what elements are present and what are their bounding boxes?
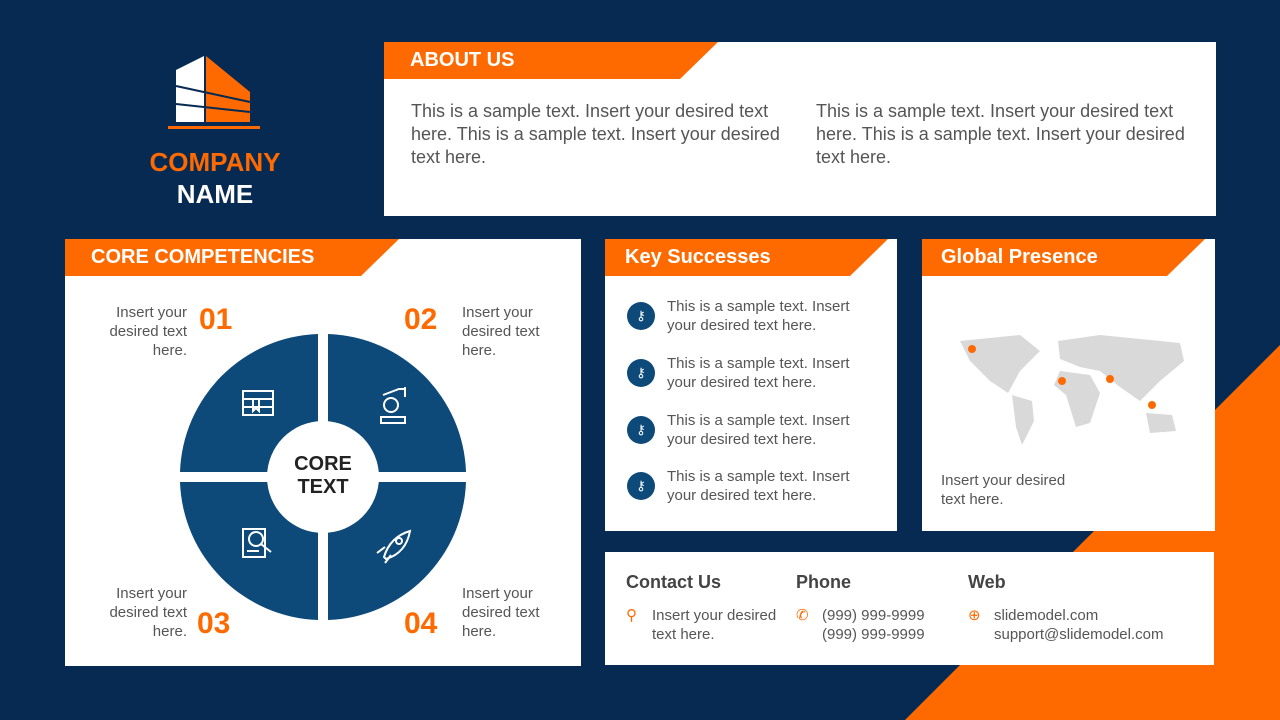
key-item (627, 467, 867, 505)
core-center-text: CORE TEXT (294, 453, 352, 498)
contact-card (605, 552, 1214, 665)
core-item-num-1: 01 (199, 303, 233, 336)
key-icon: ⚷ (627, 416, 655, 444)
about-us-card (384, 42, 1216, 216)
phone-2: (999) 999-9999 (822, 626, 925, 643)
phone-icon: ✆ (796, 607, 809, 624)
global-presence-card (922, 239, 1215, 531)
about-text-1: This is a sample text. Insert your desired text here. This is a sample text. Insert your desired text here. (411, 101, 780, 167)
phone-1: (999) 999-9999 (822, 607, 925, 624)
core-item-num-3: 03 (197, 607, 231, 640)
global-title: Global Presence (922, 239, 1167, 276)
key-title: Key Successes (605, 239, 850, 276)
map-pin-icon (1106, 375, 1114, 383)
web-title: Web (968, 572, 1006, 592)
phone-title: Phone (796, 572, 852, 592)
key-icon: ⚷ (627, 359, 655, 387)
company-logo (168, 52, 262, 137)
company-name-line1: COMPANY (149, 147, 281, 177)
key-item-text: This is a sample text. Insert your desired text here. (667, 412, 850, 448)
map-pin-icon (968, 345, 976, 353)
location-pin-icon: ⚲ (626, 607, 637, 624)
core-item-text-2: Insert your desired text here. (462, 304, 540, 359)
core-competencies-card (65, 239, 581, 666)
core-title: CORE COMPETENCIES (65, 239, 361, 276)
key-item-text: This is a sample text. Insert your desired text here. (667, 298, 850, 334)
key-item-text: This is a sample text. Insert your desired text here. (667, 355, 850, 391)
core-item-num-4: 04 (404, 607, 438, 640)
contact-title: Contact Us (626, 572, 722, 592)
key-item (627, 354, 867, 392)
key-icon: ⚷ (627, 472, 655, 500)
key-item-text: This is a sample text. Insert your desired text here. (667, 468, 850, 504)
contact-text: Insert your desired text here. (652, 607, 777, 643)
key-icon: ⚷ (627, 302, 655, 330)
core-item-num-2: 02 (404, 303, 438, 336)
web-link[interactable]: slidemodel.com (994, 607, 1099, 624)
email-link[interactable]: support@slidemodel.com (994, 626, 1164, 643)
company-name-line2: NAME (176, 179, 254, 209)
about-text-2: This is a sample text. Insert your desired text here. This is a sample text. Insert your desired text here. (816, 101, 1185, 167)
core-item-text-3: Insert your desired text here. (109, 585, 187, 640)
map-pin-icon (1148, 401, 1156, 409)
key-successes-card (605, 239, 897, 531)
globe-icon: ⊕ (968, 607, 981, 624)
world-map (950, 331, 1190, 451)
core-item-text-4: Insert your desired text here. (462, 585, 540, 640)
key-item (627, 297, 867, 335)
map-pin-icon (1058, 377, 1066, 385)
global-text: Insert your desired text here. (941, 472, 1066, 508)
core-item-text-1: Insert your desired text here. (109, 304, 187, 359)
key-item (627, 411, 867, 449)
about-us-title: ABOUT US (384, 42, 680, 79)
